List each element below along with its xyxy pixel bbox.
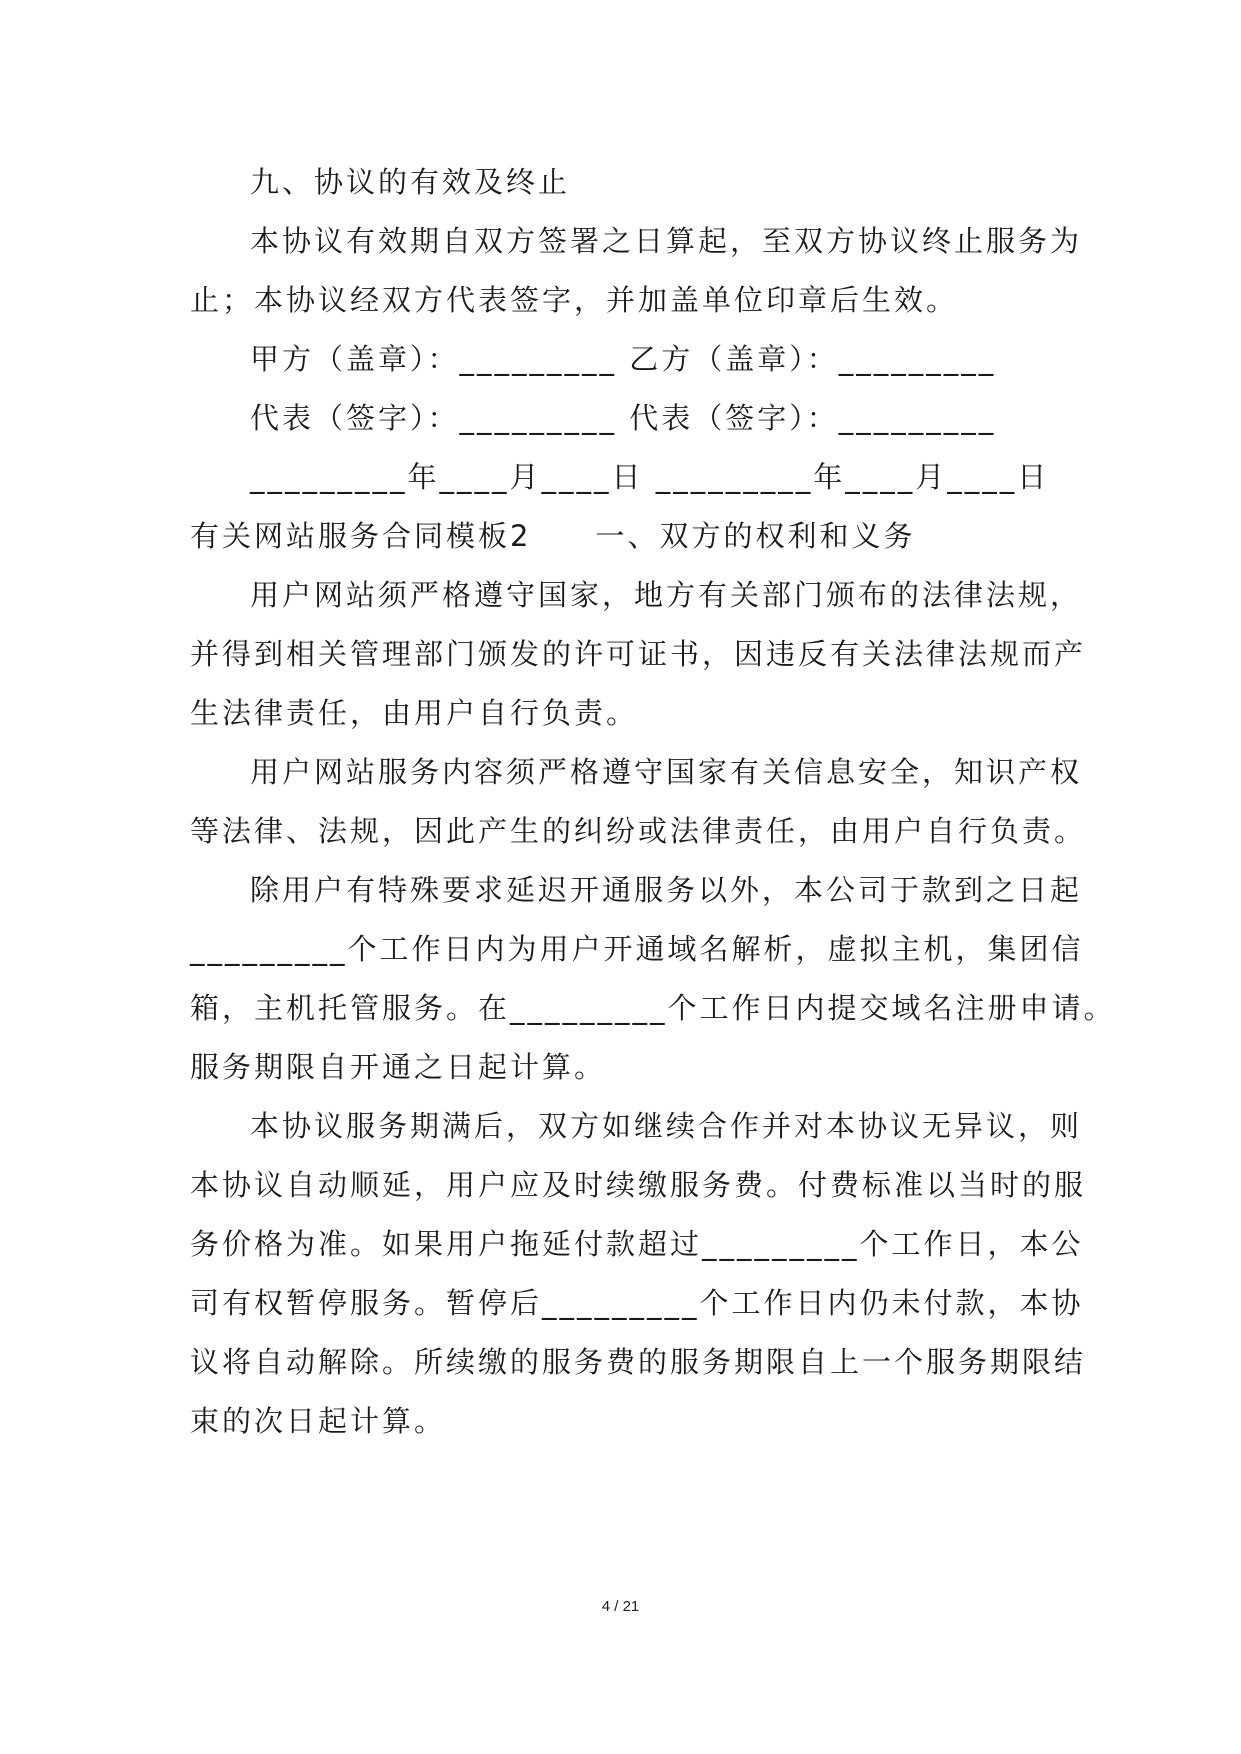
signature-line-date: _________年____月____日 _________年____月____日 <box>250 460 1050 494</box>
paragraph-line: 务价格为准。如果用户拖延付款超过_________个工作日，本公 <box>190 1227 1084 1261</box>
paragraph-line: 止；本协议经双方代表签字，并加盖单位印章后生效。 <box>190 283 959 317</box>
paragraph-line: 箱，主机托管服务。在_________个工作日内提交域名注册申请。 <box>190 991 1116 1025</box>
paragraph-line: 束的次日起计算。 <box>190 1404 447 1438</box>
signature-line-seal: 甲方（盖章）：_________ 乙方（盖章）：_________ <box>250 342 997 376</box>
page-number: 4 / 21 <box>601 1598 640 1615</box>
paragraph-line: 用户网站服务内容须严格遵守国家有关信息安全，知识产权 <box>250 755 1083 789</box>
paragraph-line: _________个工作日内为用户开通域名解析，虚拟主机，集团信 <box>190 932 1084 966</box>
paragraph-line: 并得到相关管理部门颁发的许可证书，因违反有关法律法规而产 <box>190 637 1087 671</box>
paragraph-line: 司有权暂停服务。暂停后_________个工作日内仍未付款，本协 <box>190 1286 1084 1320</box>
paragraph-line: 除用户有特殊要求延迟开通服务以外，本公司于款到之日起 <box>250 873 1083 907</box>
paragraph-line: 议将自动解除。所续缴的服务费的服务期限自上一个服务期限结 <box>190 1345 1087 1379</box>
paragraph-line: 等法律、法规，因此产生的纠纷或法律责任，由用户自行负责。 <box>190 814 1087 848</box>
paragraph-line: 生法律责任，由用户自行负责。 <box>190 696 639 730</box>
paragraph-line: 本协议有效期自双方签署之日算起，至双方协议终止服务为 <box>250 224 1083 258</box>
section-heading: 九、协议的有效及终止 <box>250 165 571 199</box>
signature-line-representative: 代表（签字）：_________ 代表（签字）：_________ <box>250 401 997 435</box>
paragraph-line: 服务期限自开通之日起计算。 <box>190 1050 607 1084</box>
paragraph-line: 本协议服务期满后，双方如继续合作并对本协议无异议，则 <box>250 1109 1083 1143</box>
section-heading: 有关网站服务合同模板2 一、双方的权利和义务 <box>190 519 916 553</box>
paragraph-line: 用户网站须严格遵守国家，地方有关部门颁布的法律法规， <box>250 578 1083 612</box>
paragraph-line: 本协议自动顺延，用户应及时续缴服务费。付费标准以当时的服 <box>190 1168 1087 1202</box>
